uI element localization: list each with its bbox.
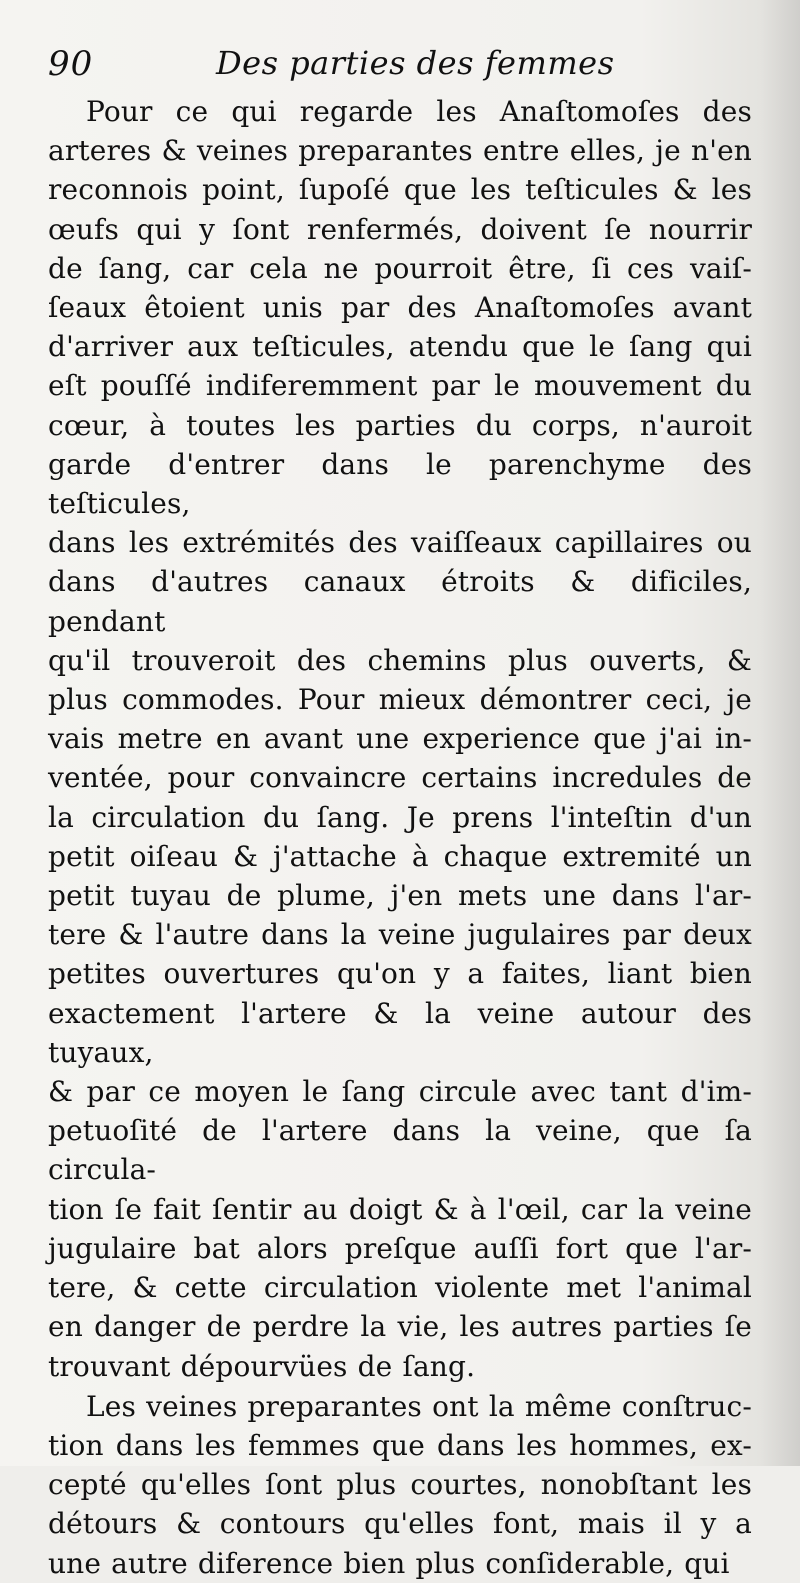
text-line: ventée, pour convaincre certains incredules de bbox=[48, 761, 752, 795]
text-line: garde d'entrer dans le parenchyme des teſticules, bbox=[48, 447, 752, 521]
text-line: qu'il trouveroit des chemins plus ouverts, & bbox=[48, 643, 752, 677]
text-line: dans les extrémités des vaiſſeaux capillaires ou bbox=[48, 526, 752, 560]
text-line: tere, & cette circulation violente met l'animal bbox=[48, 1271, 752, 1305]
text-line: la circulation du ſang. Je prens l'inteſtin d'un bbox=[48, 800, 752, 834]
paragraph bbox=[48, 92, 752, 1386]
text-line: en danger de perdre la vie, les autres parties ſe bbox=[48, 1310, 752, 1344]
text-line: cœur, à toutes les parties du corps, n'auroit bbox=[48, 408, 752, 442]
text-line: petit oiſeau & j'attache à chaque extremité un bbox=[48, 839, 752, 873]
text-line: reconnois point, ſupoſé que les teſticules & les bbox=[48, 173, 752, 207]
text-line: de ſang, car cela ne pourroit être, ſi ces vaiſ- bbox=[48, 251, 752, 285]
text-line: vais metre en avant une experience que j'ai in- bbox=[48, 722, 752, 756]
page-header bbox=[48, 38, 752, 90]
body-text bbox=[48, 92, 752, 1583]
text-line: détours & contours qu'elles font, mais il y a bbox=[48, 1507, 752, 1541]
text-line: petites ouvertures qu'on y a faites, liant bien bbox=[48, 957, 752, 991]
text-line: petuoſité de l'artere dans la veine, que ſa circula- bbox=[48, 1114, 752, 1187]
paragraph bbox=[48, 1387, 752, 1583]
text-line: trouvant dépourvües de ſang. bbox=[48, 1349, 476, 1383]
text-line: ſeaux êtoient unis par des Anaſtomoſes avant bbox=[48, 291, 752, 325]
text-line: une autre diference bien plus conſiderable, qui bbox=[48, 1546, 730, 1580]
text-line: dans d'autres canaux étroits & dificiles, pendant bbox=[48, 565, 752, 638]
text-line: & par ce moyen le ſang circule avec tant d'im- bbox=[48, 1075, 752, 1109]
text-line: exactement l'artere & la veine autour des tuyaux, bbox=[48, 996, 752, 1069]
page-number: 90 bbox=[48, 44, 94, 84]
text-line: tere & l'autre dans la veine jugulaires par deux bbox=[48, 918, 752, 952]
text-line: petit tuyau de plume, j'en mets une dans l'ar- bbox=[48, 879, 752, 913]
text-line: eſt pouſſé indiferemment par le mouvement du bbox=[48, 369, 752, 403]
text-line: arteres & veines preparantes entre elles, je n'en bbox=[48, 134, 752, 168]
text-line: Pour ce qui regarde les Anaſtomoſes des bbox=[86, 95, 752, 128]
text-line: tion dans les femmes que dans les hommes, ex- bbox=[48, 1428, 752, 1462]
text-line: plus commodes. Pour mieux démontrer ceci, je bbox=[48, 683, 752, 717]
running-title: Des parties des femmes bbox=[216, 44, 615, 82]
text-line: œufs qui y ſont renfermés, doivent ſe nourrir bbox=[48, 212, 752, 246]
text-line: d'arriver aux teſticules, atendu que le ſang qui bbox=[48, 330, 752, 364]
text-line: tion ſe fait ſentir au doigt & à l'œil, car la veine bbox=[48, 1192, 752, 1226]
text-line: jugulaire bat alors preſque auſſi fort que l'ar- bbox=[48, 1231, 752, 1265]
text-line: cepté qu'elles ſont plus courtes, nonobſtant les bbox=[48, 1468, 752, 1502]
text-line: Les veines preparantes ont la même conſtruc- bbox=[86, 1389, 752, 1423]
